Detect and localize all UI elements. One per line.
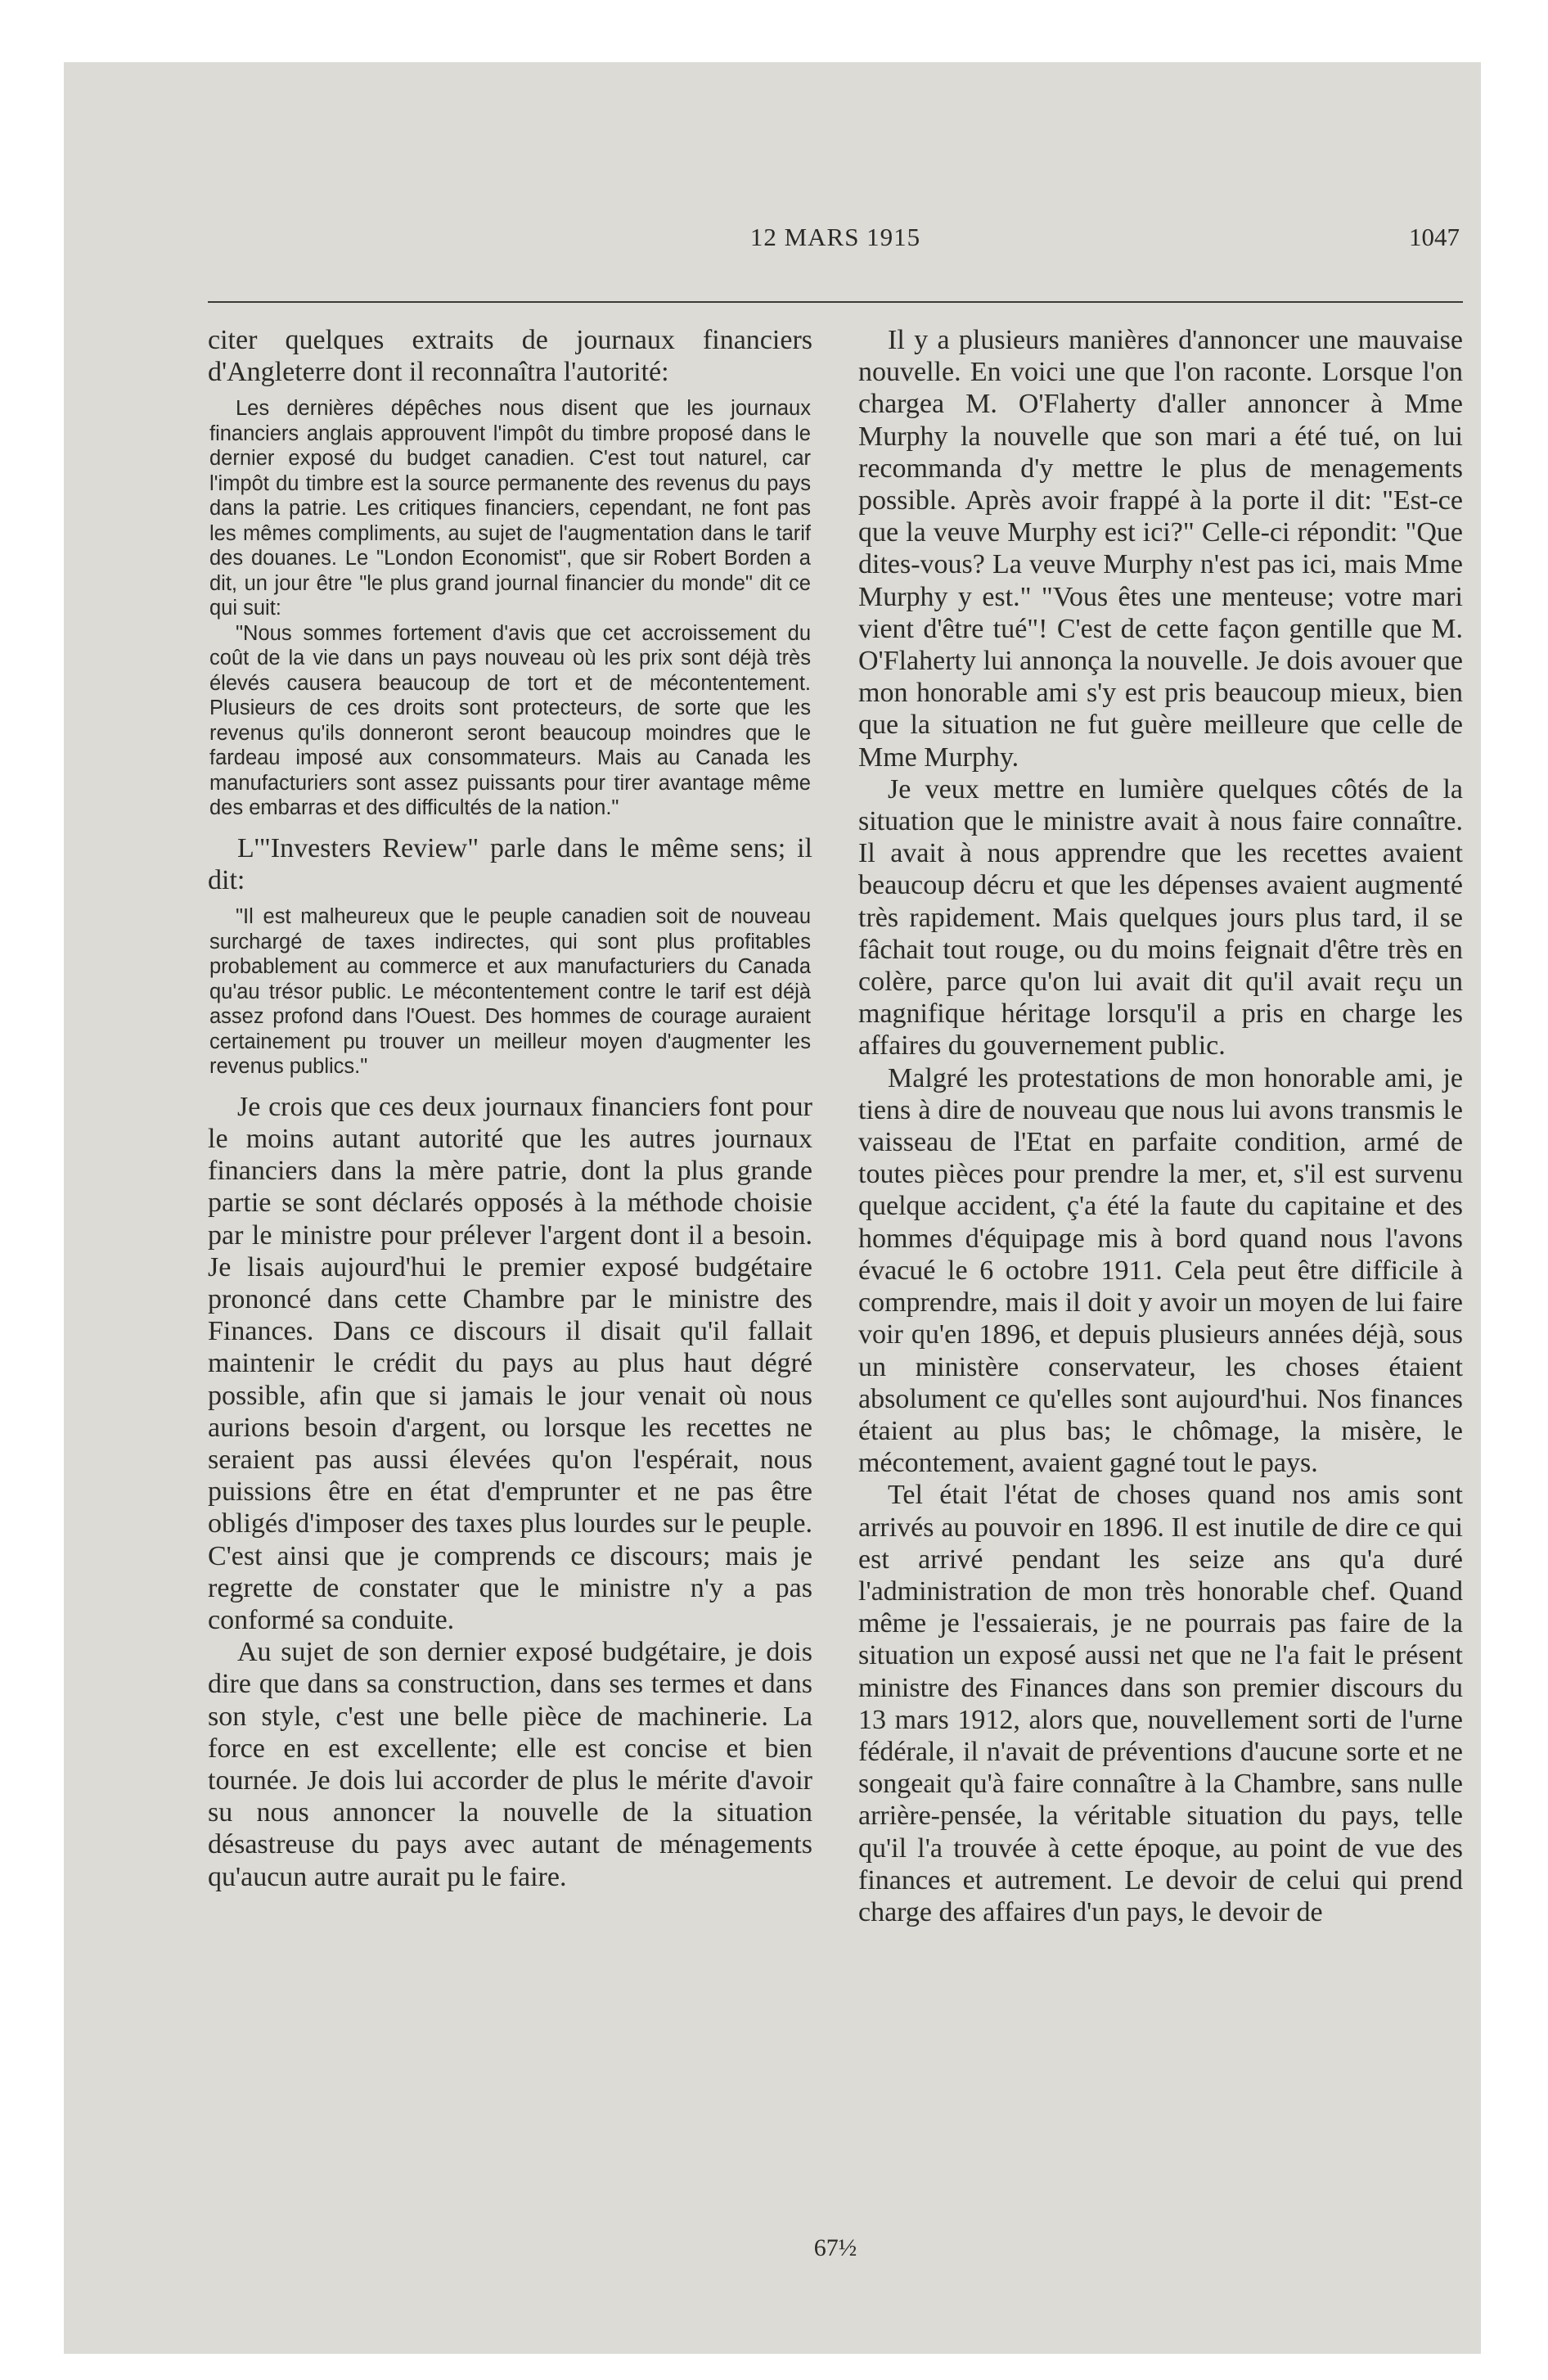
paragraph: Je crois que ces deux journaux financiers font pour le moins autant autorité que les autres journaux financiers dans la mère patrie, dont la plus grande partie se sont déclarés opposés à la méthode choisie par le ministre pour prélever l'argent dont il a besoin. Je lisais aujourd'hui le premier exposé budgétaire prononcé dans cette Chambre par le ministre des Finances. Dans ce discours il disait qu'il fallait maintenir le crédit du pays au plus haut dégré possible, afin que si jamais le jour venait où nous aurions besoin d'argent, ou lorsque les recettes ne seraient pas aussi élevées qu'on l'espérait, nous puissions être en état d'emprunter et ne pas être obligés d'imposer des taxes plus lourdes sur le peuple. C'est ainsi que je comprends ce discours; mais je regrette de constater que le ministre n'y a pas conformé sa conduite. xyxy=(208,1091,812,1636)
page-number: 1047 xyxy=(1409,223,1460,251)
paragraph: Tel était l'état de choses quand nos amis sont arrivés au pouvoir en 1896. Il est inutile de dire ce qui est arrivé pendant les seize ans qu'a duré l'administration de mon très honorable chef. Quand même je l'essaierais, je ne pourrais pas faire de la situation un exposé aussi net que ne l'a fait le présent ministre des Finances dans son premier discours du 13 mars 1912, alors que, nouvellement sorti de l'urne fédérale, il n'avait de préventions d'aucune sorte et ne songeait qu'à faire connaître à la Chambre, sans nulle arrière-pensée, la véritable situation du pays, telle qu'il l'a trouvée à cette époque, au point de vue des finances et autrement. Le devoir de celui qui prend charge des affaires d'un pays, le devoir de xyxy=(858,1480,1463,1927)
paragraph: Malgré les protestations de mon honorable ami, je tiens à dire de nouveau que nous lui avons transmis le vaisseau de l'Etat en parfaite condition, armé de toutes pièces pour prendre la mer, et, s'il est survenu quelque accident, ç'a été la faute du capitaine et des hommes d'équipage mis à bord quand nous l'avons évacué le 6 octobre 1911. Cela peut être difficile à comprendre, mais il doit y avoir un moyen de lui faire voir qu'en 1896, et depuis plusieurs années déjà, sous un ministère conservateur, les choses étaient absolument ce qu'elles sont aujourd'hui. Nos finances étaient au plus bas; le chômage, la misère, le mécontement, avaient gagné tout le pays. xyxy=(858,1062,1463,1479)
header-date: 12 MARS 1915 xyxy=(749,223,921,251)
paragraph: Au sujet de son dernier exposé budgétaire, je dois dire que dans sa construction, dans ses termes et dans son style, c'est une belle pièce de machinerie. La force en est excellente; elle est concise et bien tournée. Je dois lui accorder de plus le mérite d'avoir su nous annoncer la nouvelle de la situation désastreuse du pays avec autant de ménagements qu'aucun autre aurait pu le faire. xyxy=(208,1637,812,1892)
right-column xyxy=(858,324,1463,1928)
scanned-page xyxy=(64,62,1481,2354)
quoted-passage: "Nous sommes fortement d'avis que cet accroissement du coût de la vie dans un pays nouveau où les prix sont déjà très élevés causera beaucoup de tort et de mécontentement. Plusieurs de ces droits sont protecteurs, de sorte que les revenus qu'ils donneront seront beaucoup moindres que le fardeau imposé aux consommateurs. Mais au Canada les manufacturiers sont assez puissants pour tirer avantage même des embarras et des difficultés de la nation." xyxy=(209,621,811,820)
page-content xyxy=(208,223,1463,2318)
quoted-passage: "Il est malheureux que le peuple canadien soit de nouveau surchargé de taxes indirectes, qui sont plus profitables probablement au commerce et aux manufacturiers du Canada qu'au trésor public. Le mécontentement contre le tarif est déjà assez profond dans l'Ouest. Des hommes de courage auraient certainement pu trouver un meilleur moyen d'augmenter les revenus publics." xyxy=(209,905,811,1079)
quoted-passage: Les dernières dépêches nous disent que les journaux financiers anglais approuvent l'impôt du timbre proposé dans le dernier exposé du budget canadien. C'est tout naturel, car l'impôt du timbre est la source permanente des revenus du pays dans la patrie. Les critiques financiers, cependant, ne font pas les mêmes compliments, au sujet de l'augmentation dans le tarif des douanes. Le "London Economist", que sir Robert Borden a dit, un jour être "le plus grand journal financier du monde" dit ce qui suit: xyxy=(209,397,811,620)
signature-mark: 67½ xyxy=(813,2234,857,2261)
paragraph: L'"Investers Review" parle dans le même sens; il dit: xyxy=(208,832,812,896)
left-column xyxy=(208,324,812,1893)
paragraph: citer quelques extraits de journaux financiers d'Angleterre dont il reconnaîtra l'autorité: xyxy=(208,325,812,388)
running-header xyxy=(208,223,1463,272)
paragraph: Il y a plusieurs manières d'annoncer une mauvaise nouvelle. En voici une que l'on raconte. Lorsque l'on chargea M. O'Flaherty d'aller annoncer à Mme Murphy la nouvelle que son mari a été tué, on lui recommanda d'y mettre le plus de menagements possible. Après avoir frappé à la porte il dit: "Est-ce que la veuve Murphy est ici?" Celle-ci répondit: "Que dites-vous? La veuve Murphy n'est pas ici, mais Mme Murphy y est." "Vous êtes une menteuse; votre mari vient d'être tué"! C'est de cette façon gentille que M. O'Flaherty lui annonça la nouvelle. Je dois avouer que mon honorable ami s'y est pris beaucoup mieux, bien que la situation ne fut guère meilleure que celle de Mme Murphy. xyxy=(858,325,1463,773)
paragraph: Je veux mettre en lumière quelques côtés de la situation que le ministre avait à nous faire connaître. Il avait à nous apprendre que les recettes avaient beaucoup décru et que les dépenses avaient augmenté très rapidement. Mais quelques jours plus tard, il se fâchait tout rouge, ou du moins feignait d'être très en colère, parce qu'on lui avait dit qu'il avait reçu un magnifique héritage lorsqu'il a pris en charge les affaires du gouvernement public. xyxy=(858,773,1463,1062)
header-rule xyxy=(208,301,1463,303)
